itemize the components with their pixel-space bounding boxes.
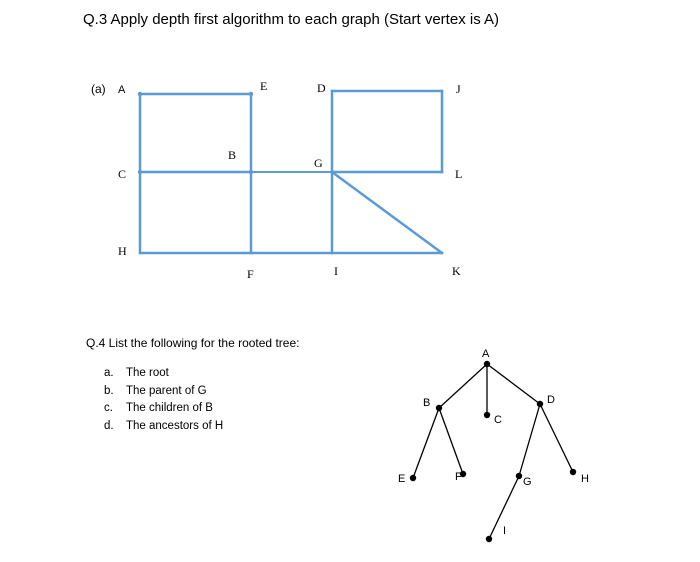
tree-node-e — [410, 475, 416, 481]
list-marker: b. — [104, 384, 114, 397]
list-item — [104, 365, 223, 383]
tree-edge-b-e — [413, 408, 439, 478]
graph-label-l: L — [455, 167, 463, 181]
list-item-text: The ancestors of H — [126, 419, 224, 432]
question-4-list — [104, 365, 223, 435]
tree-label-f: F — [455, 471, 462, 483]
tree-node-i — [486, 536, 492, 542]
graph-label-j: J — [456, 82, 461, 96]
list-marker: c. — [104, 402, 113, 414]
graph-label-e: E — [260, 79, 268, 93]
graph-node-a — [138, 92, 142, 96]
tree-edge-b-f — [439, 408, 463, 474]
graph-label-f: F — [247, 267, 254, 281]
tree-label-b: B — [423, 397, 431, 409]
tree-label-d: D — [547, 394, 555, 406]
graph-node-e — [249, 92, 253, 96]
list-item-text: The root — [126, 367, 169, 379]
tree-edge-a-d — [487, 364, 540, 404]
graph-label-k: K — [452, 264, 461, 278]
graph-label-h: H — [118, 244, 127, 258]
tree-label-a: A — [482, 348, 490, 360]
graph-label-d: D — [317, 81, 326, 95]
tree-node-c — [484, 412, 490, 418]
list-item — [104, 400, 223, 418]
question-4-title: Q.4 List the following for the rooted tree: — [86, 336, 300, 350]
graph-label-i: I — [334, 264, 338, 278]
tree-node-g — [516, 473, 522, 479]
tree-label-e: E — [398, 473, 406, 485]
graph-node-b — [249, 170, 253, 174]
tree-edge-d-g — [519, 404, 540, 476]
list-item — [104, 383, 223, 401]
list-marker: d. — [104, 419, 114, 432]
graph-edge-g-k — [332, 172, 442, 253]
tree-label-h: H — [581, 473, 589, 485]
list-marker: a. — [104, 367, 114, 379]
graph-label-g: G — [314, 156, 323, 170]
tree-label-c: C — [494, 414, 502, 426]
list-item — [104, 418, 223, 436]
graph-label-b: B — [228, 148, 237, 162]
tree-node-b — [436, 405, 442, 411]
tree-edge-d-h — [540, 404, 573, 472]
tree-label-i: I — [503, 525, 507, 537]
tree-edge-a-b — [439, 364, 487, 408]
tree-label-g: G — [523, 476, 532, 488]
part-a-label: (a) — [91, 82, 106, 96]
tree-node-d — [537, 401, 543, 407]
tree-node-h — [570, 469, 576, 475]
graph-node-c — [138, 170, 142, 174]
list-item-text: The children of B — [126, 402, 213, 414]
graph-label-a: A — [118, 84, 126, 96]
graph-label-c: C — [118, 167, 127, 181]
tree-node-a — [484, 361, 490, 367]
question-3-title: Q.3 Apply depth first algorithm to each graph (Start vertex is A) — [83, 11, 500, 28]
list-item-text: The parent of G — [126, 384, 207, 397]
